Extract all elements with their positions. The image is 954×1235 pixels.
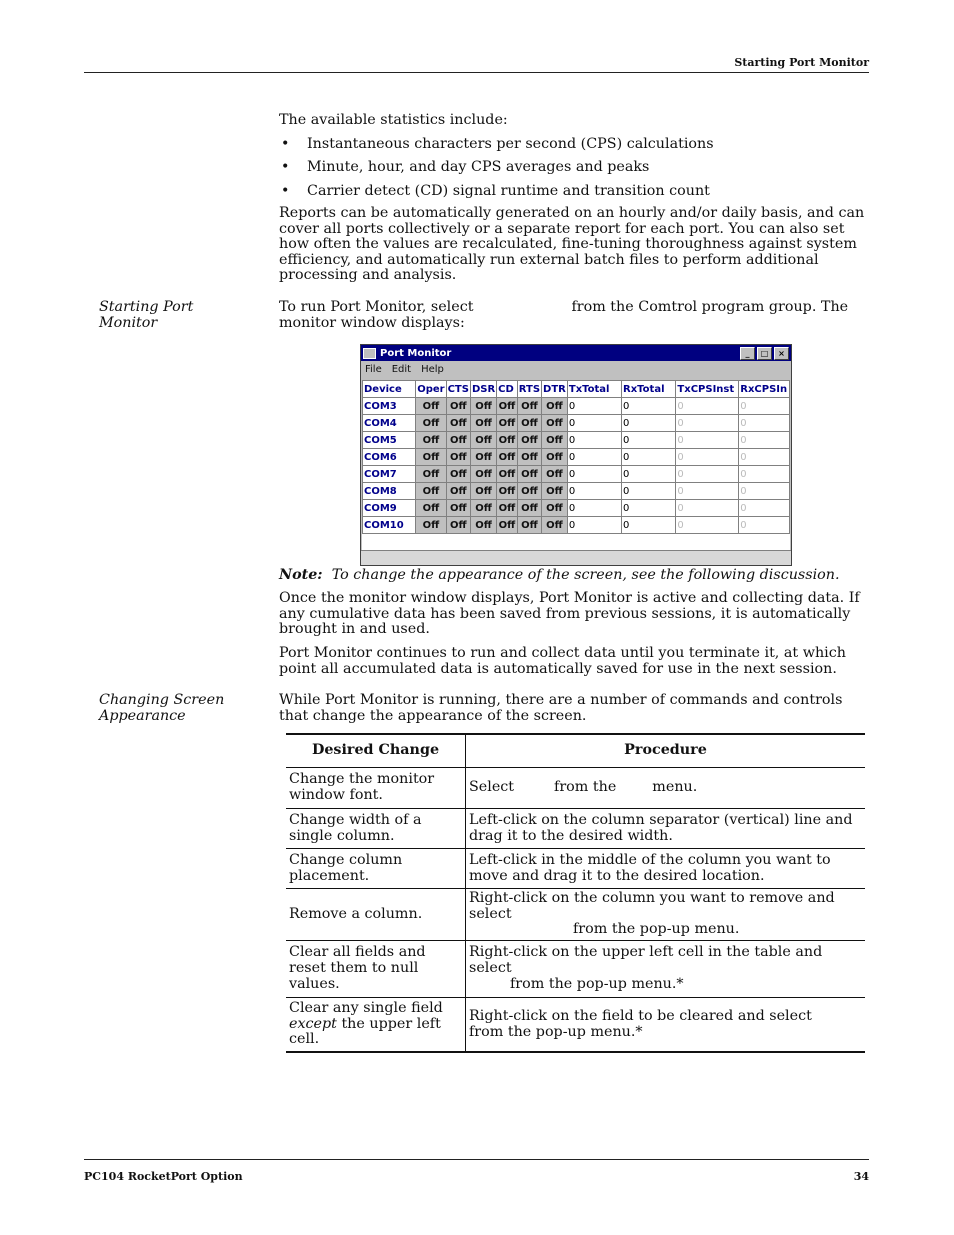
grid-cell[interactable]: 0 [622, 432, 676, 449]
col-procedure: Procedure [466, 734, 866, 768]
grid-cell[interactable]: 0 [567, 517, 621, 534]
side-heading-starting: Starting Port Monitor [99, 299, 194, 331]
grid-cell[interactable]: 0 [739, 415, 790, 432]
grid-cell[interactable]: Off [446, 449, 470, 466]
column-header[interactable]: RxCPSIn [739, 381, 790, 398]
grid-header-row [363, 381, 790, 398]
grid-cell[interactable]: Off [517, 432, 541, 449]
grid-cell[interactable]: 0 [622, 483, 676, 500]
table-row: Remove a column. Right-click on the column you want to remove and select from the pop-up menu. [286, 889, 865, 941]
grid-cell[interactable]: Off [470, 466, 496, 483]
grid-cell[interactable]: Off [517, 517, 541, 534]
grid-cell[interactable]: 0 [739, 398, 790, 415]
header-rule [84, 72, 869, 73]
grid-cell[interactable]: 0 [622, 398, 676, 415]
grid-cell[interactable]: 0 [676, 483, 739, 500]
grid-cell[interactable]: 0 [676, 449, 739, 466]
grid-cell[interactable]: 0 [676, 432, 739, 449]
grid-cell[interactable]: Off [542, 415, 568, 432]
grid-cell[interactable]: 0 [739, 432, 790, 449]
grid-cell[interactable]: 0 [567, 432, 621, 449]
running-header: Starting Port Monitor [734, 56, 869, 69]
grid-cell[interactable]: Off [497, 449, 518, 466]
grid-cell[interactable]: 0 [739, 483, 790, 500]
grid-cell[interactable]: Off [542, 432, 568, 449]
table-row: Change column placement. Left-click in the middle of the column you want to move and drag it to the desired location. [286, 849, 865, 889]
grid-cell[interactable]: Off [497, 500, 518, 517]
port-grid [362, 380, 790, 566]
grid-cell[interactable]: Off [446, 415, 470, 432]
grid-row [363, 432, 790, 449]
grid-cell[interactable]: Off [542, 483, 568, 500]
procedure-header-row [286, 734, 865, 768]
grid-cell[interactable]: Off [517, 415, 541, 432]
bullet-dot: • [281, 159, 290, 175]
grid-cell[interactable]: 0 [622, 517, 676, 534]
table-row: Change the monitor window font. Select from the menu. [286, 768, 865, 809]
column-header[interactable]: Device [363, 381, 416, 398]
grid-cell[interactable]: Off [446, 500, 470, 517]
grid-cell[interactable]: Off [416, 432, 446, 449]
grid-cell[interactable]: 0 [567, 415, 621, 432]
grid-row [363, 483, 790, 500]
column-header[interactable]: CD [497, 381, 518, 398]
grid-cell[interactable]: 0 [622, 449, 676, 466]
port-table [362, 380, 790, 534]
procedure-table [286, 733, 865, 1053]
table-row: Clear any single field except the upper left cell. Right-click on the field to be cleared and select from the pop-up menu.* [286, 997, 865, 1052]
footer-title: PC104 RocketPort Option [84, 1170, 243, 1183]
grid-cell[interactable]: 0 [622, 466, 676, 483]
grid-cell[interactable]: Off [542, 449, 568, 466]
column-header[interactable]: TxCPSInst [676, 381, 739, 398]
grid-cell[interactable]: 0 [567, 483, 621, 500]
grid-cell[interactable]: Off [470, 449, 496, 466]
grid-cell[interactable]: 0 [676, 415, 739, 432]
device-cell[interactable]: COM4 [363, 415, 416, 432]
grid-cell[interactable]: Off [517, 398, 541, 415]
menu-bar [361, 361, 791, 377]
minimize-button[interactable]: _ [740, 347, 755, 360]
window-titlebar [361, 345, 791, 361]
device-cell[interactable]: COM10 [363, 517, 416, 534]
grid-cell[interactable]: Off [542, 466, 568, 483]
grid-cell[interactable]: 0 [622, 415, 676, 432]
table-row: Clear all fields and reset them to null values. Right-click on the upper left cell in the table and select from the pop-up menu.* [286, 940, 865, 997]
window-title: Port Monitor [380, 347, 452, 359]
column-header[interactable]: RxTotal [622, 381, 676, 398]
grid-cell[interactable]: Off [542, 398, 568, 415]
app-icon [363, 348, 376, 359]
grid-cell[interactable]: Off [446, 398, 470, 415]
grid-cell[interactable]: Off [416, 517, 446, 534]
grid-row [363, 415, 790, 432]
grid-cell[interactable]: Off [497, 398, 518, 415]
grid-cell[interactable]: Off [470, 432, 496, 449]
grid-cell[interactable]: Off [470, 517, 496, 534]
grid-cell[interactable]: 0 [676, 466, 739, 483]
maximize-button[interactable]: □ [757, 347, 772, 360]
grid-cell[interactable]: Off [416, 500, 446, 517]
grid-cell[interactable]: 0 [567, 466, 621, 483]
grid-cell[interactable]: Off [497, 466, 518, 483]
changing-intro: While Port Monitor is running, there are a number of commands and controls that change the appearance of the screen. [279, 692, 843, 724]
grid-cell[interactable]: 0 [622, 500, 676, 517]
grid-cell[interactable]: 0 [739, 466, 790, 483]
grid-cell[interactable]: 0 [676, 500, 739, 517]
grid-cell[interactable]: Off [446, 466, 470, 483]
device-cell[interactable]: COM5 [363, 432, 416, 449]
grid-cell[interactable]: Off [497, 517, 518, 534]
grid-cell[interactable]: Off [517, 483, 541, 500]
grid-cell[interactable]: Off [416, 415, 446, 432]
grid-cell[interactable]: Off [446, 432, 470, 449]
grid-cell[interactable]: Off [416, 398, 446, 415]
grid-cell[interactable]: Off [517, 466, 541, 483]
grid-cell[interactable]: Off [470, 398, 496, 415]
grid-row [363, 517, 790, 534]
grid-row [363, 466, 790, 483]
terminate-paragraph: Port Monitor continues to run and collect data until you terminate it, at which point all accumulated data is automatically saved for use in the next session. [279, 645, 846, 677]
grid-cell[interactable]: Off [416, 483, 446, 500]
grid-row [363, 500, 790, 517]
note [279, 568, 869, 584]
grid-cell[interactable]: Off [517, 500, 541, 517]
menu-help[interactable]: Help [421, 363, 444, 375]
device-cell[interactable]: COM3 [363, 398, 416, 415]
column-header[interactable]: Oper [416, 381, 446, 398]
note-text: To change the appearance of the screen, see the following discussion. [331, 567, 840, 583]
grid-cell[interactable]: Off [416, 449, 446, 466]
grid-cell[interactable]: 0 [567, 500, 621, 517]
device-cell[interactable]: COM8 [363, 483, 416, 500]
grid-row [363, 398, 790, 415]
device-cell[interactable]: COM9 [363, 500, 416, 517]
starting-paragraph: To run Port Monitor, select from the Comtrol program group. The monitor window displays: [279, 299, 849, 331]
grid-cell[interactable]: 0 [567, 398, 621, 415]
column-header[interactable]: TxTotal [567, 381, 621, 398]
grid-cell[interactable]: Off [517, 449, 541, 466]
bullet-dot: • [281, 183, 290, 199]
grid-cell[interactable]: Off [470, 483, 496, 500]
device-cell[interactable]: COM6 [363, 449, 416, 466]
footer-rule [84, 1159, 869, 1160]
page-number: 34 [853, 1170, 869, 1183]
col-desired-change: Desired Change [286, 734, 466, 768]
column-header[interactable]: DTR [542, 381, 568, 398]
grid-cell[interactable]: 0 [676, 517, 739, 534]
grid-cell[interactable]: Off [470, 500, 496, 517]
grid-cell[interactable]: 0 [739, 517, 790, 534]
grid-row [363, 449, 790, 466]
grid-cell[interactable]: 0 [739, 449, 790, 466]
note-label: Note: [279, 567, 323, 583]
grid-cell[interactable]: Off [446, 517, 470, 534]
menu-edit[interactable]: Edit [391, 363, 412, 375]
grid-cell[interactable]: 0 [739, 500, 790, 517]
close-button[interactable]: × [774, 347, 789, 360]
reports-paragraph: Reports can be automatically generated on an hourly and/or daily basis, and can cover all ports collectively or a separate report for each port. You can also set how often the values are recalculated, fine-tuning thoroughness against system efficiency, and automatically run external batch files to perform additional processing and analysis. [279, 205, 865, 284]
grid-cell[interactable]: Off [446, 483, 470, 500]
menu-file[interactable]: File [365, 363, 382, 375]
grid-cell[interactable]: Off [542, 500, 568, 517]
device-cell[interactable]: COM7 [363, 466, 416, 483]
grid-cell[interactable]: Off [542, 517, 568, 534]
side-heading-changing: Changing Screen Appearance [99, 692, 225, 724]
grid-cell[interactable]: 0 [676, 398, 739, 415]
table-row: Change width of a single column. Left-click on the column separator (vertical) line and drag it to the desired width. [286, 809, 865, 849]
horizontal-scrollbar[interactable] [361, 550, 791, 565]
grid-cell[interactable]: Off [416, 466, 446, 483]
grid-cell[interactable]: Off [497, 483, 518, 500]
active-paragraph: Once the monitor window displays, Port Monitor is active and collecting data. If any cumulative data has been saved from previous sessions, it is automatically brought in and used. [279, 590, 860, 638]
grid-cell[interactable]: Off [470, 415, 496, 432]
statistics-lead: The available statistics include: [279, 112, 508, 128]
grid-cell[interactable]: 0 [567, 449, 621, 466]
grid-cell[interactable]: Off [497, 415, 518, 432]
column-header[interactable]: RTS [517, 381, 541, 398]
column-header[interactable]: DSR [470, 381, 496, 398]
column-header[interactable]: CTS [446, 381, 470, 398]
bullet-dot: • [281, 136, 290, 152]
port-monitor-window [360, 344, 792, 566]
grid-cell[interactable]: Off [497, 432, 518, 449]
